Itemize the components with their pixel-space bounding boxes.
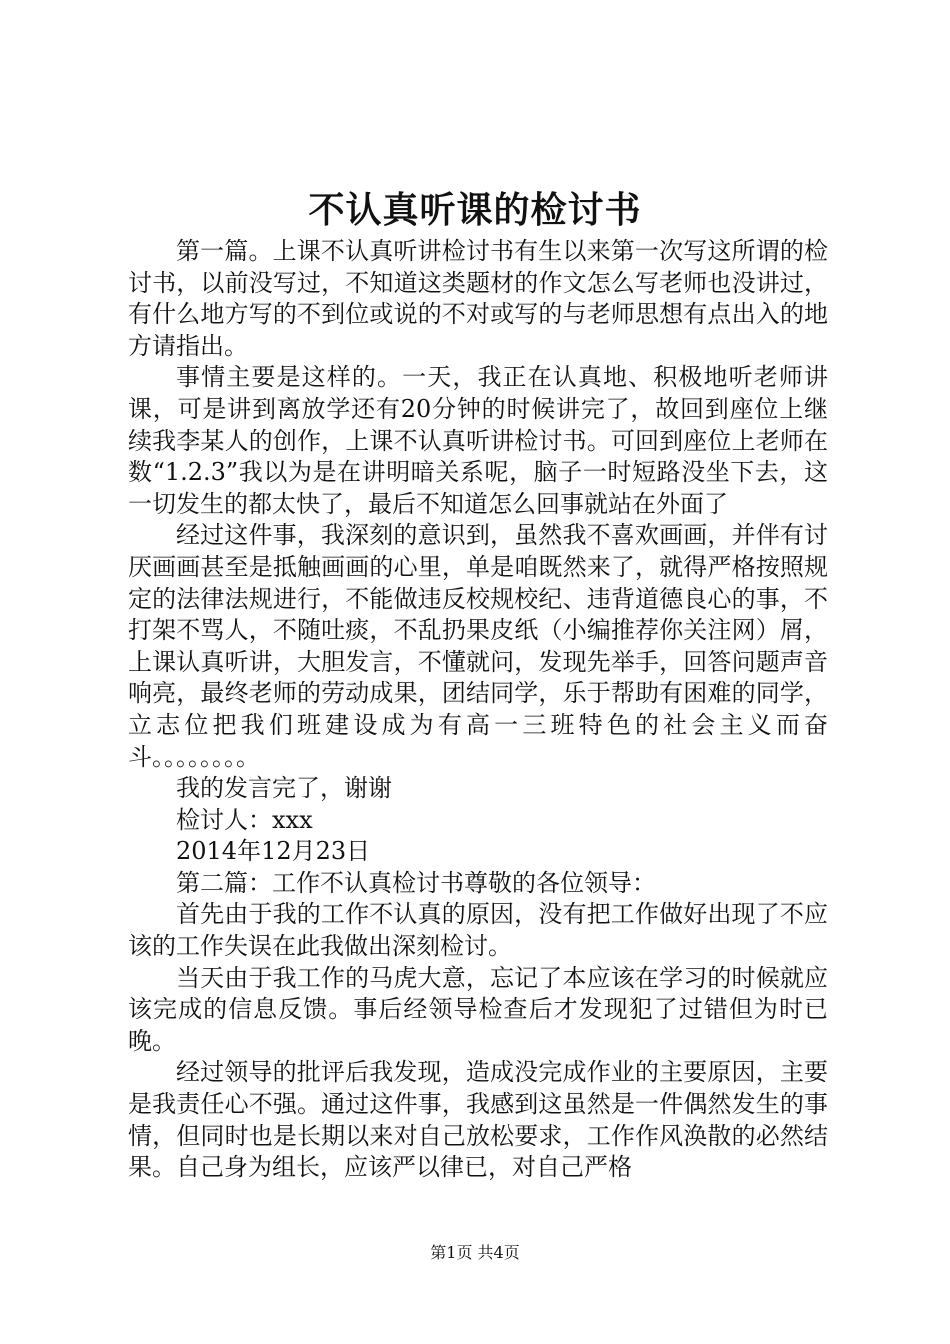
signature-line: 检讨人：xxx [176, 805, 313, 834]
paragraph: 第一篇。上课不认真听讲检讨书有生以来第一次写这所谓的检讨书，以前没写过，不知道这类题材的作文怎么写老师也没讲过，有什么地方写的不到位或说的不对或写的与老师思想有点出入的地方请指出。 [128, 237, 828, 360]
paragraph: 经过这件事，我深刻的意识到，虽然我不喜欢画画，并伴有讨厌画画甚至是抵触画画的心里，单是咱既然来了，就得严格按照规定的法律法规进行，不能做违反校规校纪、违背道德良心的事，不打架不骂人，不随吐痰，不乱扔果皮纸（小编推荐你关注网）屑，上课认真听讲，大胆发言，不懂就问，发现先举手，回答问题声音响亮，最终老师的劳动成果，团结同学，乐于帮助有困难的同学，立志位把我们班建设成为有高一三班特色的社会主义而奋斗。。。。。。。。 [128, 521, 828, 771]
paragraph: 当天由于我工作的马虎大意，忘记了本应该在学习的时候就应该完成的信息反馈。事后经领导检查后才发现犯了过错但为时已晚。 [128, 963, 828, 1055]
date-line: 2014年12月23日 [176, 837, 371, 866]
document-body [128, 236, 828, 1184]
section-heading: 第二篇：工作不认真检讨书尊敬的各位领导： [176, 868, 656, 897]
paragraph: 经过领导的批评后我发现，造成没完成作业的主要原因，主要是我责任心不强。通过这件事，我感到这虽然是一件偶然发生的事情，但同时也是长期以来对自己放松要求，工作作风涣散的必然结果。自己身为组长，应该严以律已，对自己严格 [128, 1058, 828, 1182]
paragraph: 事情主要是这样的。一天，我正在认真地、积极地听老师讲课，可是讲到离放学还有20分钟的时候讲完了，故回到座位上继续我李某人的创作，上课不认真听讲检讨书。可回到座位上老师在数“1.2.3”我以为是在讲明暗关系呢，脑子一时短路没坐下去，这一切发生的都太快了，最后不知道怎么回事就站在外面了 [128, 363, 828, 518]
document-title: 不认真听课的检讨书 [308, 189, 642, 231]
closing-remark: 我的发言完了，谢谢 [176, 774, 392, 803]
page-footer: 第1页 共4页 [430, 1243, 520, 1262]
paragraph: 首先由于我的工作不认真的原因，没有把工作做好出现了不应该的工作失误在此我做出深刻检讨。 [128, 900, 828, 961]
